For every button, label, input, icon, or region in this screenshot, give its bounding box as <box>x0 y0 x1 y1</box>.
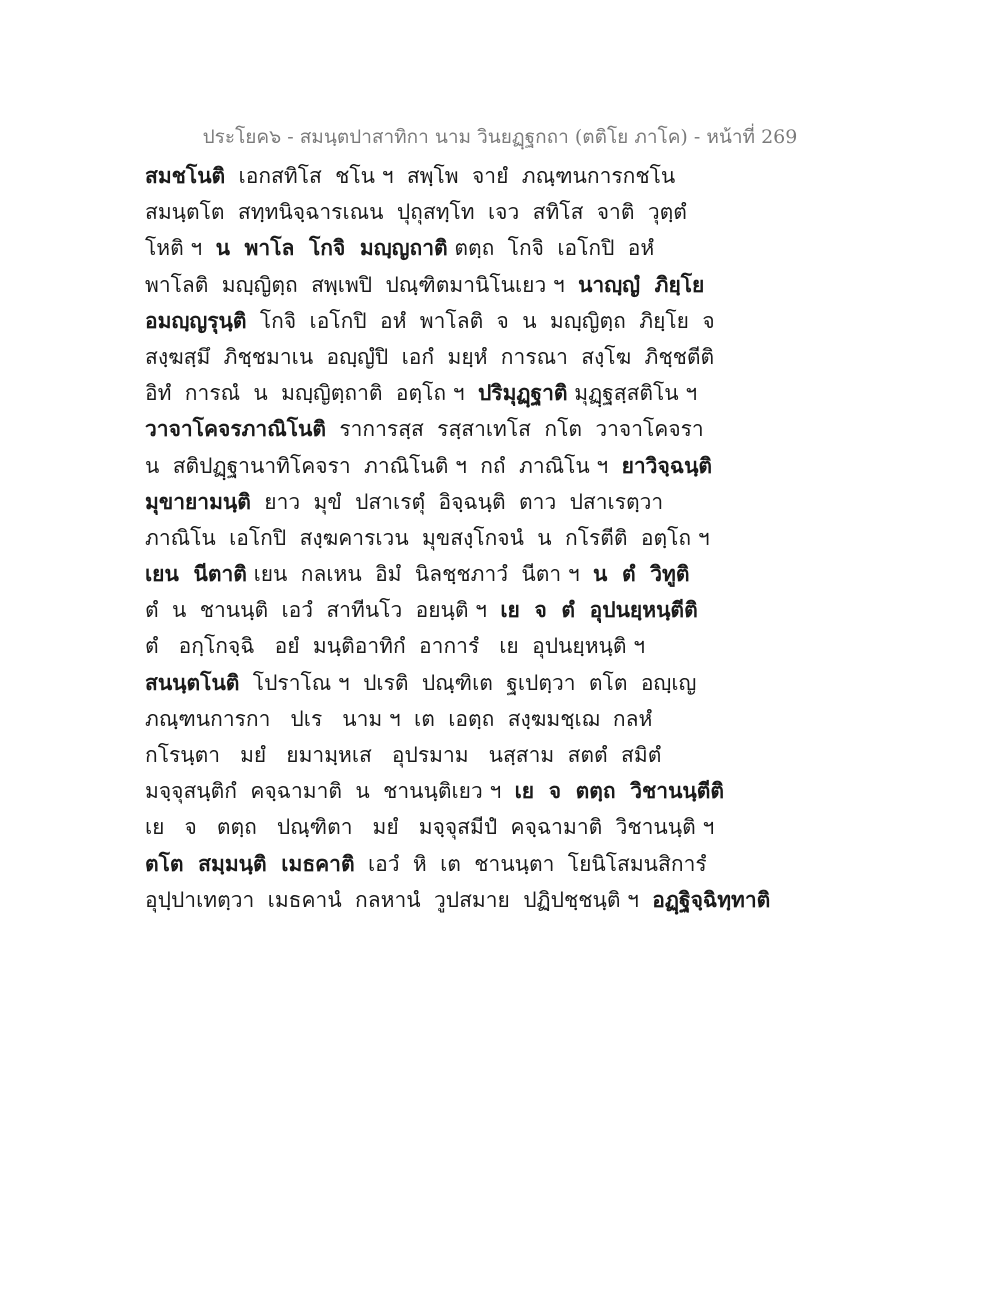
commentary-text: มจฺจุสนฺติกํ คจฺฉามาติ น ชานนฺติเยว ฯ <box>145 779 515 804</box>
headword: ยาวิจฺฉนฺติ <box>621 452 713 478</box>
text-line <box>145 846 745 882</box>
text-line <box>145 701 745 737</box>
body-text <box>145 158 771 918</box>
commentary-text: ตํ อกฺโกจฺฉิ อยํ มนฺติอาทิกํ อาการํ เย อุปนยฺหนฺติ ฯ <box>145 634 645 659</box>
commentary-text: สมนฺตโต สทฺทนิจฺฉารเณน ปุถุสทฺโท เจว สทิโส จาติ วุตฺตํ <box>145 200 687 225</box>
commentary-text: โกจิ เอโกปิ อหํ พาโลติ จ น มญฺญิตฺถ ภิยฺโย จ <box>246 308 715 333</box>
commentary-text: เอวํ หิ เต ชานนฺตา โยนิโสมนสิการํ <box>354 851 707 876</box>
text-line <box>145 556 745 592</box>
headword: ปริมุฏฺฐาติ <box>477 380 568 406</box>
headword: ตโต สมฺมนฺติ เมธคาติ <box>145 850 355 876</box>
commentary-text: ตํ น ชานนฺติ เอวํ สาทีนโว อยนฺติ ฯ <box>145 598 501 623</box>
headword: อมญฺญรุนฺติ <box>145 307 247 333</box>
text-line <box>145 592 745 628</box>
commentary-text: พาโลติ มญฺญิตฺถ สพฺเพปิ ปณฺฑิตมานิโนเยว ฯ <box>145 272 579 297</box>
text-line <box>145 737 745 773</box>
commentary-text: เย จ ตตฺถ ปณฺฑิตา มยํ มจฺจุสมีปํ คจฺฉามาติ วิชานนฺติ ฯ <box>145 815 715 840</box>
headword: อฏฺฐิจฺฉิทฺทาติ <box>652 886 771 912</box>
text-line <box>145 628 745 664</box>
text-line <box>145 882 771 918</box>
headword: สนนฺตโนติ <box>145 669 240 695</box>
commentary-text: อิทํ การณํ น มญฺญิตฺถาติ อตฺโถ ฯ <box>145 381 478 406</box>
commentary-text: ภาณิโน เอโกปิ สงฺฆคารเวน มุขสงฺโกจนํ น กโรตีติ อตฺโถ ฯ <box>145 525 710 550</box>
text-line <box>145 339 745 375</box>
headword: เย จ ตํ อุปนยฺหนฺตีติ <box>500 597 698 623</box>
headword: น ตํ วิทูติ <box>592 561 690 587</box>
commentary-text: ราการสฺส รสฺสาเทโส กโต วาจาโคจรา <box>325 417 704 442</box>
headword: นาญฺญํ ภิยฺโย <box>578 271 705 297</box>
commentary-text: ตตฺถ โกจิ เอโกปิ อหํ <box>447 236 655 261</box>
text-line <box>145 773 745 809</box>
commentary-text: กโรนฺตา มยํ ยมามฺหเส อุปรมาม นสฺสาม สตตํ สมิตํ <box>145 743 662 767</box>
text-line <box>145 194 745 230</box>
commentary-text: น สติปฏฺฐานาทิโคจรา ภาณิโนติ ฯ กถํ ภาณิโน ฯ <box>145 453 622 478</box>
commentary-text: โหติ ฯ <box>145 236 216 261</box>
headword: สมชโนติ <box>145 163 226 188</box>
headword: มุขายามนฺติ <box>145 488 251 514</box>
commentary-text: มุฏฺฐสฺสติโน ฯ <box>567 381 698 406</box>
commentary-text: เยน กลเหน อิมํ นิลชฺชภาวํ นีตา ฯ <box>246 562 593 587</box>
headword: วาจาโคจรภาณิโนติ <box>145 416 326 442</box>
text-line <box>145 665 745 701</box>
commentary-text: ยาว มุขํ ปสาเรตุํ อิจฺฉนฺติ ตาว ปสาเรตฺวา <box>250 489 664 514</box>
headword: เยน นีตาติ <box>145 561 247 587</box>
commentary-text: ภณฺฑนการกา ปเร นาม ฯ เต เอตฺถ สงฺฆมชฺเฌ กลหํ <box>145 706 653 731</box>
headword: เย จ ตตฺถ วิชานนฺตีติ <box>514 778 725 804</box>
text-line <box>145 375 745 411</box>
text-line <box>145 158 745 194</box>
commentary-text: อุปฺปาเทตฺวา เมธคานํ กลหานํ วูปสมาย ปฏิปชฺชนฺติ ฯ <box>145 887 653 912</box>
running-header: ประโยค๖ - สมนฺตปาสาทิกา นาม วินยฏฺฐกถา (ตติโย ภาโค) - หน้าที่ 269 <box>202 126 798 148</box>
headword: น พาโล โกจิ มญฺญถาติ <box>215 235 448 261</box>
text-line <box>145 303 745 339</box>
text-line <box>145 448 745 484</box>
commentary-text: เอกสทิโส ชโน ฯ สพฺโพ จายํ ภณฺฑนการกชโน <box>225 164 676 188</box>
commentary-text: โปราโณ ฯ ปเรติ ปณฺฑิเต ฐเปตฺวา ตโต อญฺเญ <box>239 670 697 695</box>
text-line <box>145 484 745 520</box>
text-line <box>145 230 745 266</box>
text-line <box>145 520 745 556</box>
text-line <box>145 809 745 845</box>
text-line <box>145 411 745 447</box>
commentary-text: สงฺฆสฺมึ ภิชฺชมาเน อญฺญํปิ เอกํ มยฺหํ การณา สงฺโฆ ภิชฺชตีติ <box>145 344 715 369</box>
text-line <box>145 267 745 303</box>
